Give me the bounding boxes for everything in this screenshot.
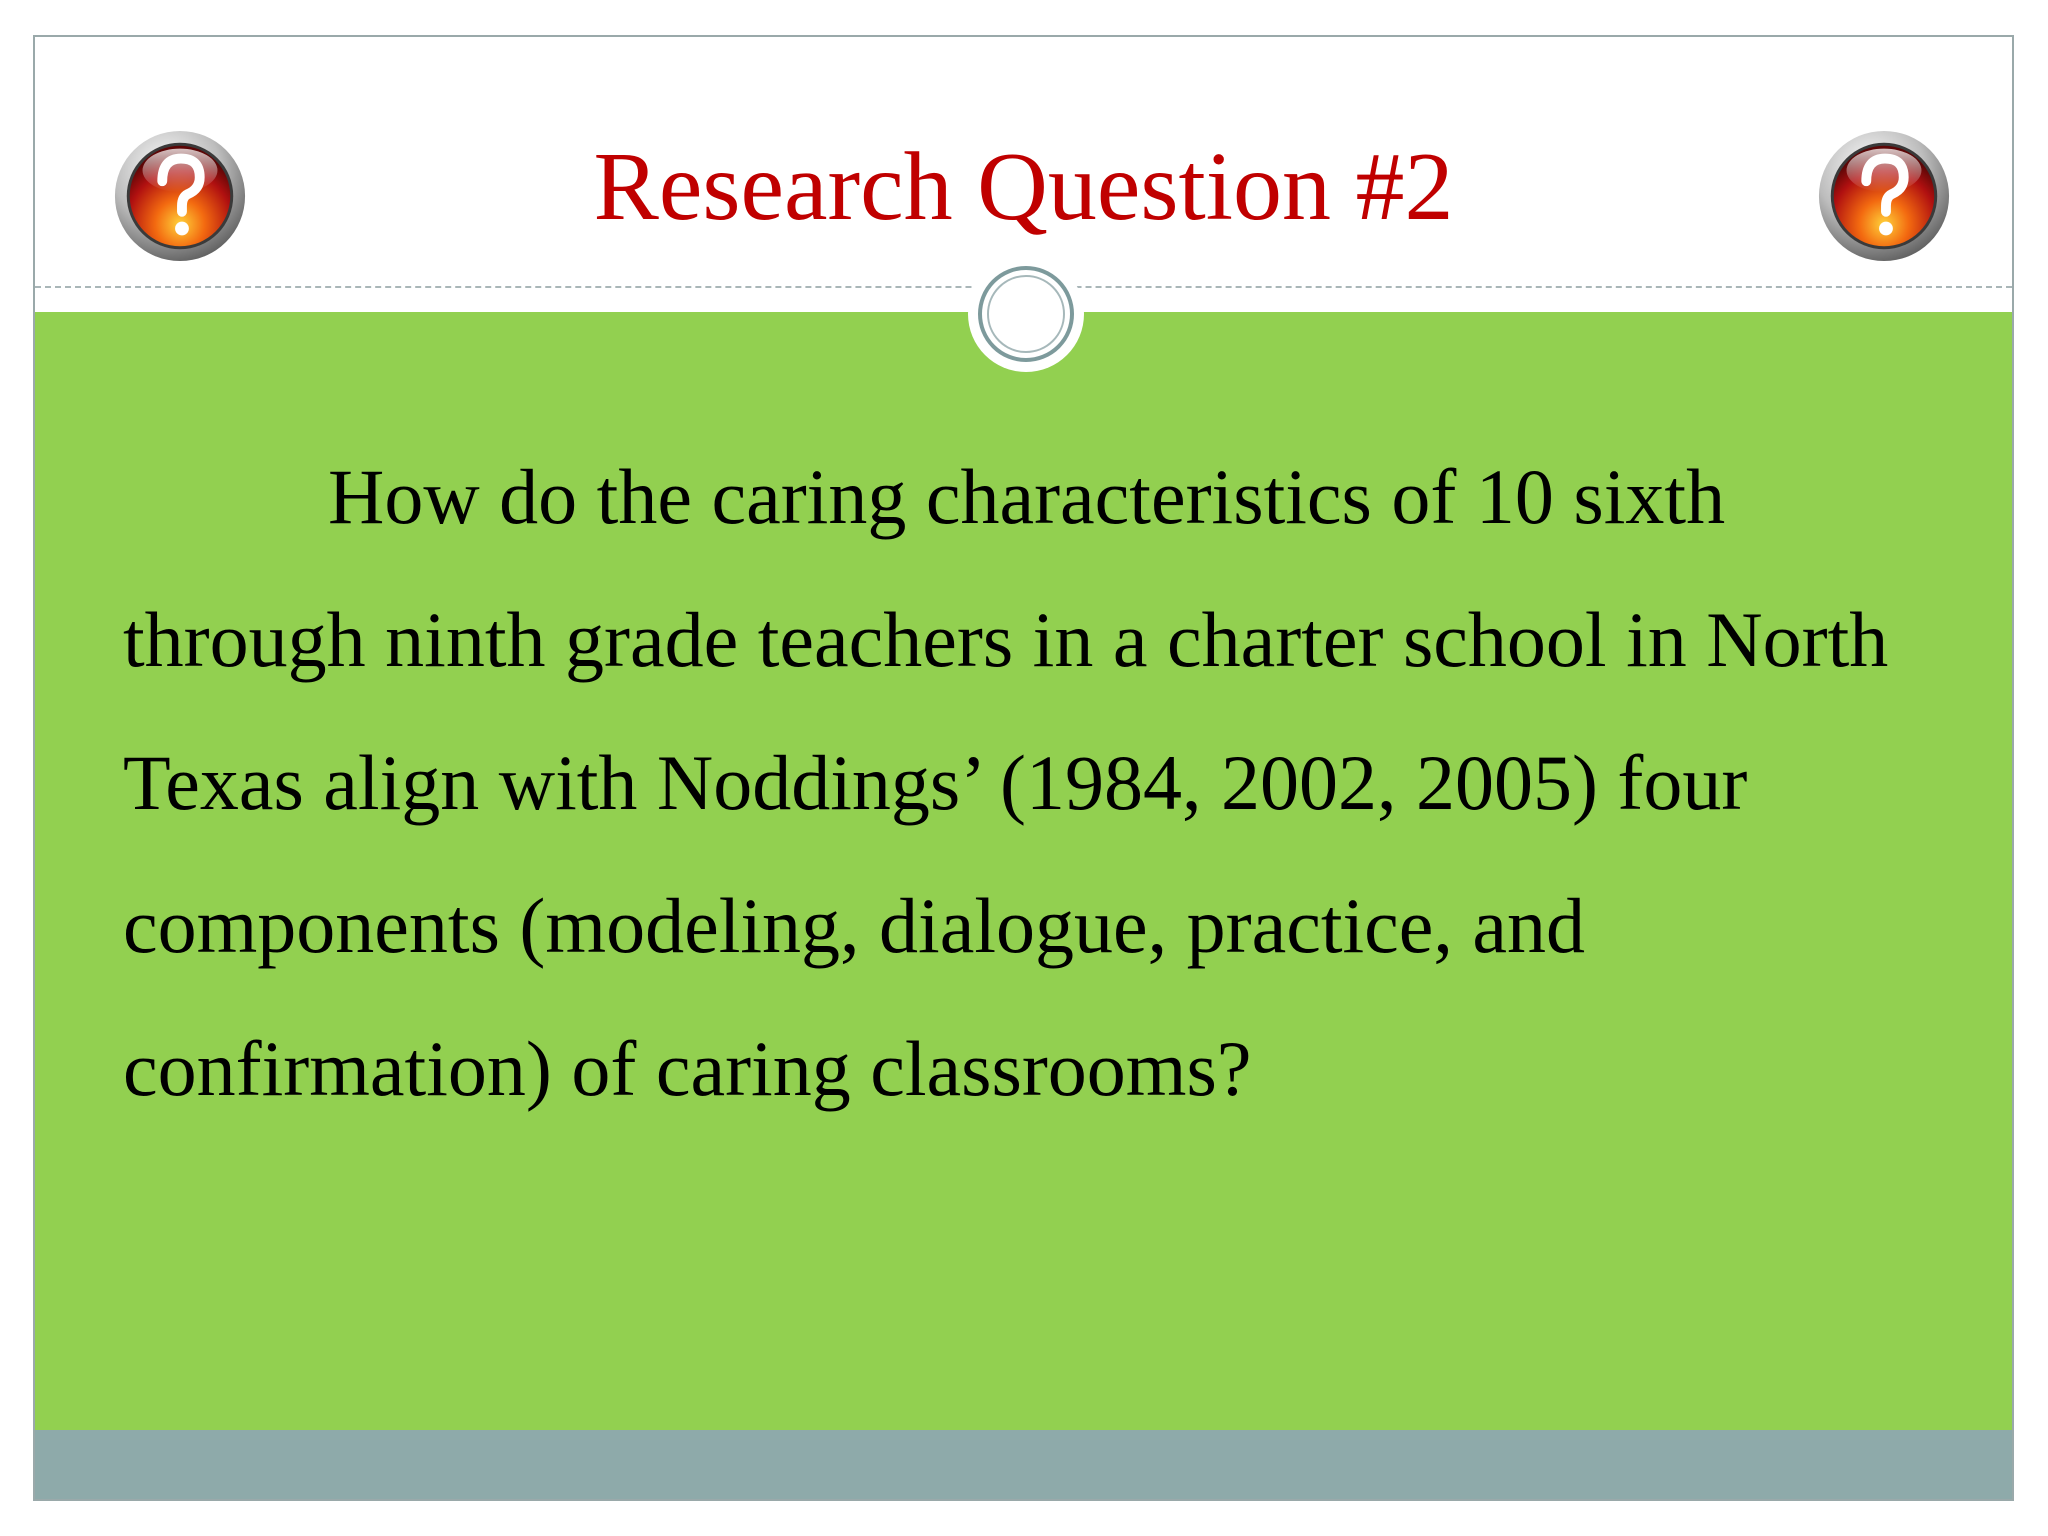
question-mark-icon <box>1815 127 1953 265</box>
research-question-text <box>123 425 1993 1140</box>
question-mark-icon <box>111 127 249 265</box>
question-line-3: Texas align with Noddings’ (1984, 2002, 2005) four <box>123 739 1748 826</box>
question-line-1: How do the caring characteristics of 10 sixth <box>328 453 1726 540</box>
slide-frame <box>33 35 2014 1501</box>
footer-bar <box>35 1430 2012 1501</box>
question-line-4: components (modeling, dialogue, practice, and <box>123 882 1586 969</box>
question-line-5: confirmation) of caring classrooms? <box>123 1025 1252 1112</box>
slide-title: Research Question #2 <box>593 133 1454 241</box>
question-line-2: through ninth grade teachers in a charter school in North <box>123 596 1889 683</box>
divider-circle-inner-ring <box>987 275 1065 353</box>
